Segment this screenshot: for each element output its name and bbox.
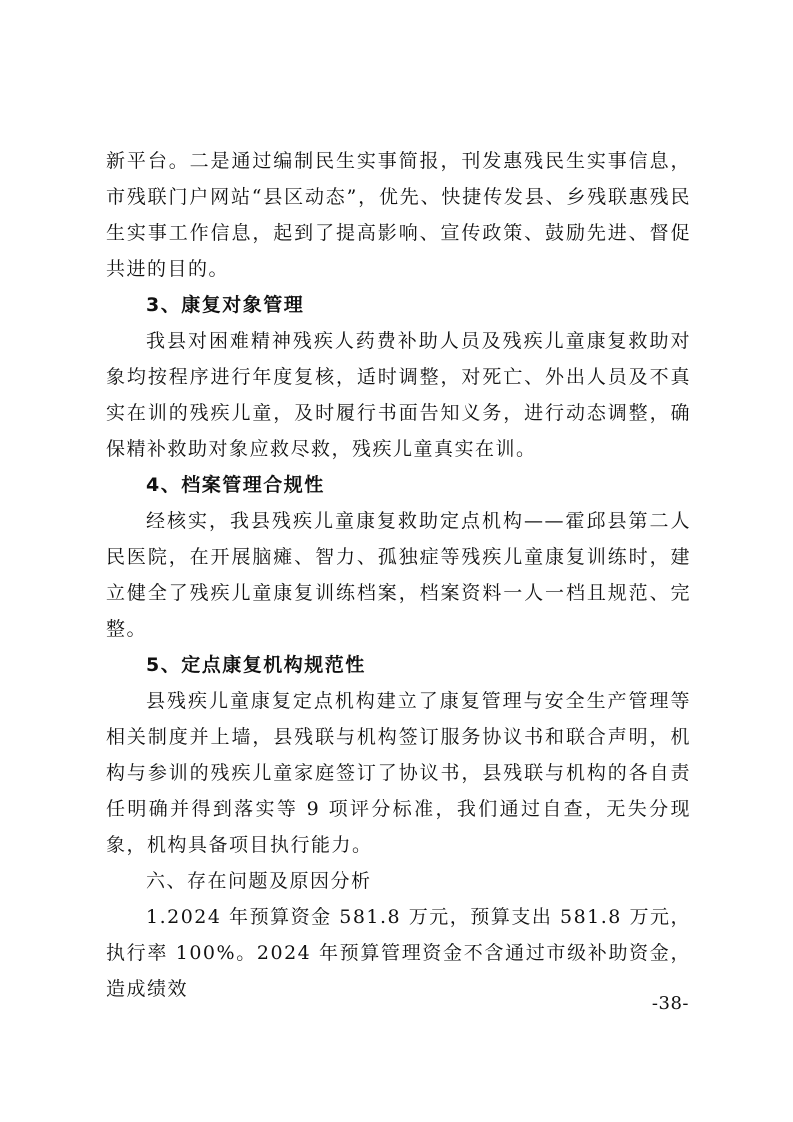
paragraph-designated-institution: 县残疾儿童康复定点机构建立了康复管理与安全生产管理等相关制度并上墙，县残联与机构签订服务协议书和联合声明，机构与参训的残疾儿童家庭签订了协议书，县残联与机构的各自责任明确并得到落实等 9 项评分标准，我们通过自查，无失分现象，机构具备项目执行能力。 — [106, 690, 691, 856]
paragraph-publicity-continued: 新平台。二是通过编制民生实事简报，刊发惠残民生实事信息，市残联门户网站“县区动态”，优先、快捷传发县、乡残联惠残民生实事工作信息，起到了提高影响、宣传政策、鼓励先进、督促共进的目的。 — [106, 150, 691, 280]
section-heading-archive-compliance: 4、档案管理合规性 — [146, 474, 325, 496]
section-heading-rehab-target-management: 3、康复对象管理 — [146, 294, 305, 316]
paragraph-budget-execution: 1.2024 年预算资金 581.8 万元，预算支出 581.8 万元，执行率 100%。2024 年预算管理资金不含通过市级补助资金，造成绩效 — [106, 906, 691, 1000]
paragraph-rehab-target-management: 我县对困难精神残疾人药费补助人员及残疾儿童康复救助对象均按程序进行年度复核，适时调整，对死亡、外出人员及不真实在训的残疾儿童，及时履行书面告知义务，进行动态调整，确保精补救助对象应救尽救，残疾儿童真实在训。 — [106, 330, 691, 460]
page-number: -38- — [651, 993, 689, 1014]
section-heading-problems-analysis: 六、存在问题及原因分析 — [146, 870, 372, 892]
paragraph-archive-compliance: 经核实，我县残疾儿童康复救助定点机构——霍邱县第二人民医院，在开展脑瘫、智力、孤独症等残疾儿童康复训练时，建立健全了残疾儿童康复训练档案，档案资料一人一档且规范、完整。 — [106, 510, 691, 640]
section-heading-designated-institution: 5、定点康复机构规范性 — [146, 654, 366, 676]
document-body — [106, 143, 691, 1007]
